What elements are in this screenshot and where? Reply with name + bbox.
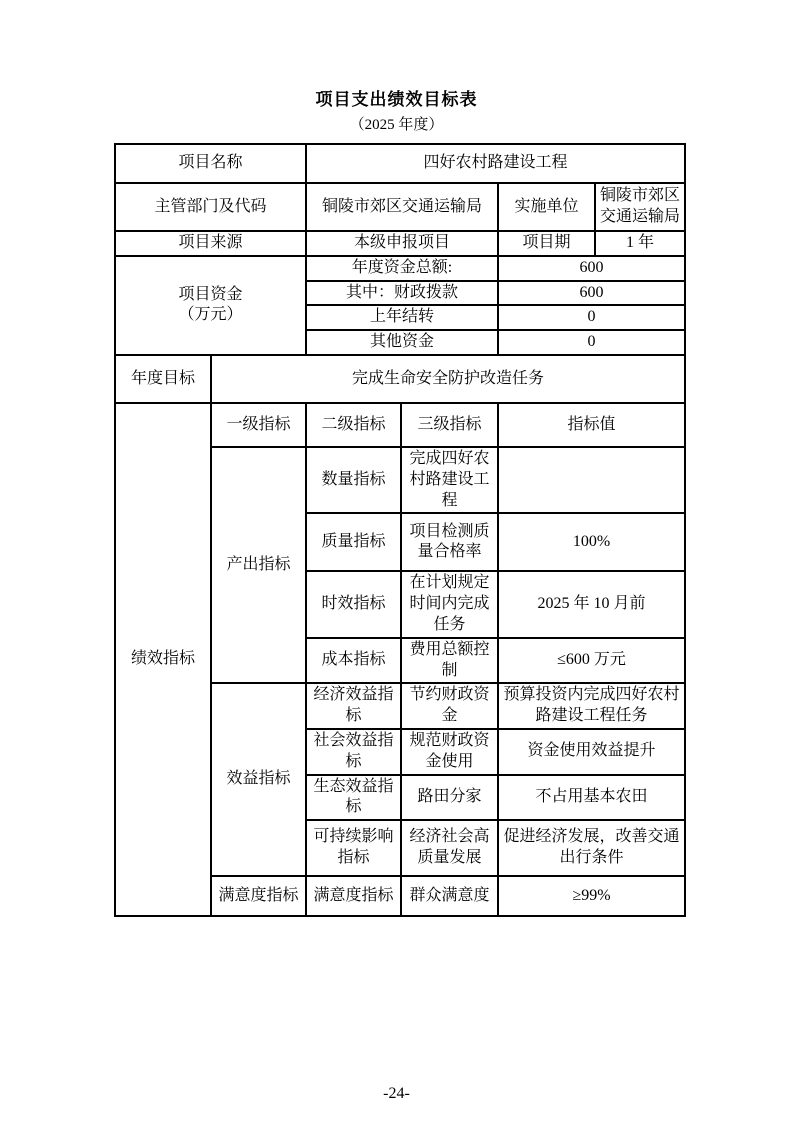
project-source-label: 项目来源 xyxy=(115,231,306,256)
fund-row-value: 0 xyxy=(498,330,685,355)
funds-label-line1: 项目资金 xyxy=(178,285,243,303)
table-row xyxy=(115,355,685,403)
indicator-level3: 完成四好农村路建设工程 xyxy=(401,447,498,513)
indicator-level2: 数量指标 xyxy=(306,447,401,513)
department-value: 铜陵市郊区交通运输局 xyxy=(306,183,498,231)
indicator-level2: 可持续影响指标 xyxy=(306,820,401,876)
indicator-level3: 费用总额控制 xyxy=(401,638,498,684)
indicator-value: 不占用基本农田 xyxy=(498,775,685,821)
header-level2: 二级指标 xyxy=(306,403,401,447)
indicator-level3: 路田分家 xyxy=(401,775,498,821)
indicator-level2: 社会效益指标 xyxy=(306,729,401,775)
group-output-label: 产出指标 xyxy=(211,447,306,683)
fund-row-value: 600 xyxy=(498,256,685,281)
indicator-level2: 质量指标 xyxy=(306,513,401,571)
performance-indicators-label: 绩效指标 xyxy=(115,403,211,916)
table-row xyxy=(115,144,685,183)
indicator-level3: 项目检测质量合格率 xyxy=(401,513,498,571)
fund-row-label: 其他资金 xyxy=(306,330,498,355)
document-title: 项目支出绩效目标表 xyxy=(315,90,478,109)
indicator-level2: 经济效益指标 xyxy=(306,683,401,729)
indicator-value xyxy=(498,447,685,513)
fund-row-value: 600 xyxy=(498,281,685,306)
table-row xyxy=(115,256,685,281)
annual-goal-label: 年度目标 xyxy=(115,355,211,403)
fund-row-value: 0 xyxy=(498,305,685,330)
indicator-value: 促进经济发展，改善交通出行条件 xyxy=(498,820,685,876)
indicator-value: 资金使用效益提升 xyxy=(498,729,685,775)
fund-row-label: 年度资金总额: xyxy=(306,256,498,281)
fund-row-label: 上年结转 xyxy=(306,305,498,330)
annual-goal-value: 完成生命安全防护改造任务 xyxy=(211,355,685,403)
indicator-level3: 经济社会高质量发展 xyxy=(401,820,498,876)
indicator-value: 预算投资内完成四好农村路建设工程任务 xyxy=(498,683,685,729)
department-label: 主管部门及代码 xyxy=(115,183,306,231)
indicator-value: ≥99% xyxy=(498,876,685,916)
indicator-value: 100% xyxy=(498,513,685,571)
document-subtitle: （2025 年度） xyxy=(349,117,444,133)
performance-target-table xyxy=(114,143,686,917)
page-number: -24- xyxy=(383,1085,410,1103)
funds-label-line2: （万元） xyxy=(178,306,243,324)
fund-row-label: 其中：财政拨款 xyxy=(306,281,498,306)
indicator-level2: 满意度指标 xyxy=(306,876,401,916)
implementing-unit-label: 实施单位 xyxy=(498,183,595,231)
table-row xyxy=(115,231,685,256)
project-source-value: 本级申报项目 xyxy=(306,231,498,256)
indicator-value: ≤600 万元 xyxy=(498,638,685,684)
header-level3: 三级指标 xyxy=(401,403,498,447)
indicator-level3: 在计划规定时间内完成任务 xyxy=(401,571,498,637)
indicator-level3: 群众满意度 xyxy=(401,876,498,916)
project-name-label: 项目名称 xyxy=(115,144,306,183)
table-row xyxy=(115,183,685,231)
indicator-level3: 节约财政资金 xyxy=(401,683,498,729)
indicator-level2: 生态效益指标 xyxy=(306,775,401,821)
project-period-value: 1 年 xyxy=(595,231,685,256)
indicator-level2: 成本指标 xyxy=(306,638,401,684)
table-row xyxy=(115,403,685,447)
header-value: 指标值 xyxy=(498,403,685,447)
indicator-level2: 时效指标 xyxy=(306,571,401,637)
group-satisfaction-label: 满意度指标 xyxy=(211,876,306,916)
implementing-unit-value: 铜陵市郊区交通运输局 xyxy=(595,183,685,231)
project-period-label: 项目期 xyxy=(498,231,595,256)
project-name-value: 四好农村路建设工程 xyxy=(306,144,685,183)
indicator-value: 2025 年 10 月前 xyxy=(498,571,685,637)
indicator-level3: 规范财政资金使用 xyxy=(401,729,498,775)
funds-label xyxy=(115,256,306,355)
header-level1: 一级指标 xyxy=(211,403,306,447)
group-benefit-label: 效益指标 xyxy=(211,683,306,876)
